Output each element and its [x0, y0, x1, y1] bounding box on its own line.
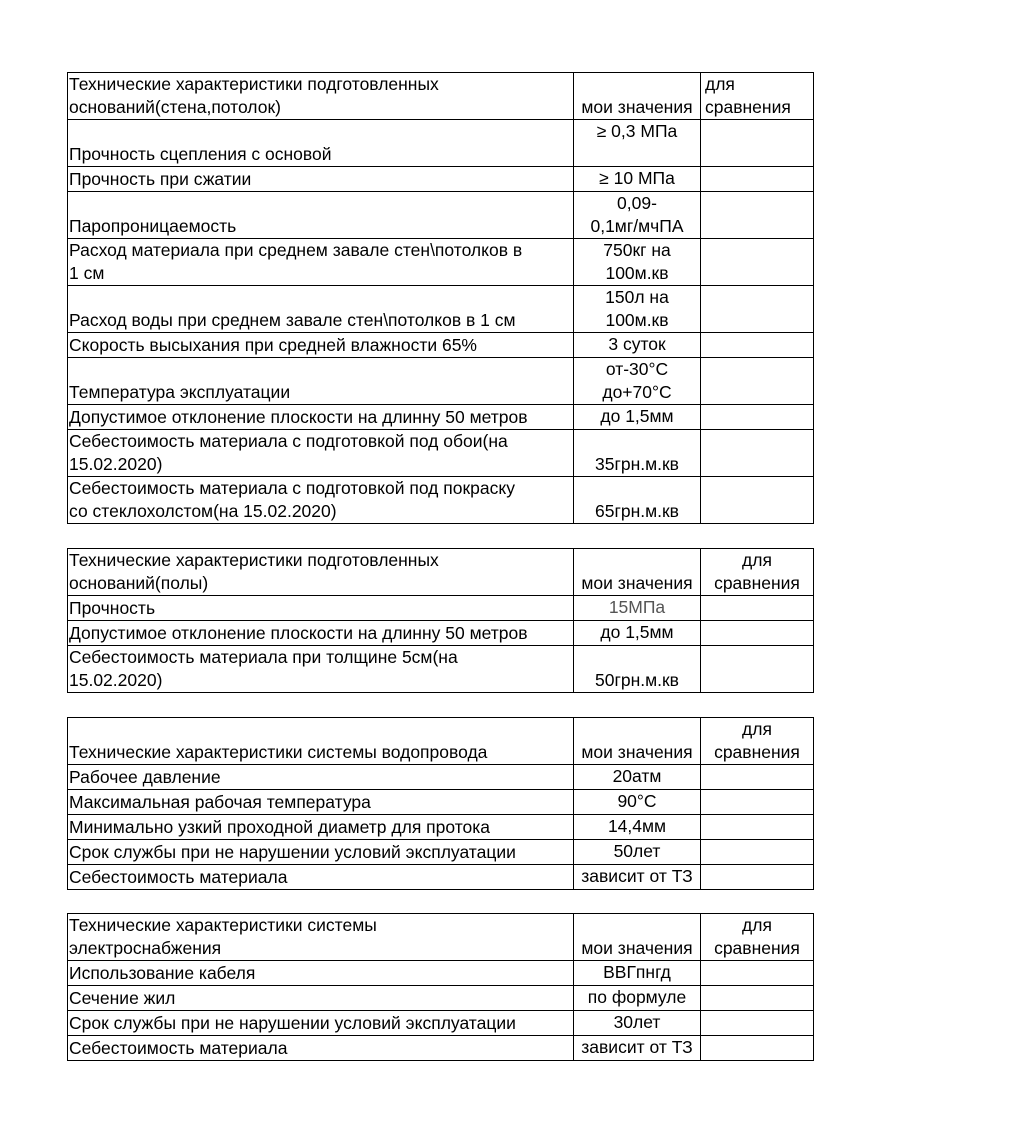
table-row	[68, 286, 814, 333]
row-label: Допустимое отклонение плоскости на длинну 50 метров	[68, 405, 574, 430]
row-value: 3 суток	[574, 333, 701, 358]
row-label: Скорость высыхания при средней влажности 65%	[68, 333, 574, 358]
row-label: Минимально узкий проходной диаметр для протока	[68, 815, 574, 840]
row-compare	[701, 430, 814, 477]
table-header-row	[68, 718, 814, 765]
row-label: Прочность	[68, 596, 574, 621]
table-title: Технические характеристики подготовленных оснований(стена,потолок)	[68, 73, 574, 120]
row-label: Допустимое отклонение плоскости на длинну 50 метров	[68, 621, 574, 646]
row-value: 35грн.м.кв	[574, 430, 701, 477]
row-value: ≥ 10 МПа	[574, 167, 701, 192]
row-label: Температура эксплуатации	[68, 358, 574, 405]
row-label: Прочность сцепления с основой	[68, 120, 574, 167]
row-compare	[701, 405, 814, 430]
table-row	[68, 961, 814, 986]
row-compare	[701, 646, 814, 693]
table-row	[68, 986, 814, 1011]
row-compare	[701, 333, 814, 358]
row-compare	[701, 790, 814, 815]
row-value: от-30°С до+70°С	[574, 358, 701, 405]
row-compare	[701, 477, 814, 524]
table-row	[68, 865, 814, 890]
table-title: Технические характеристики подготовленных оснований(полы)	[68, 549, 574, 596]
row-value: зависит от ТЗ	[574, 865, 701, 890]
row-value: 50грн.м.кв	[574, 646, 701, 693]
spec-table-walls-ceilings	[67, 72, 814, 524]
row-compare	[701, 596, 814, 621]
row-value: 0,09- 0,1мг/мчПА	[574, 192, 701, 239]
table-row	[68, 1036, 814, 1061]
table-row	[68, 1011, 814, 1036]
row-label: Паропроницаемость	[68, 192, 574, 239]
row-value: 20атм	[574, 765, 701, 790]
row-value: 150л на 100м.кв	[574, 286, 701, 333]
row-compare	[701, 765, 814, 790]
row-compare	[701, 961, 814, 986]
row-value: по формуле	[574, 986, 701, 1011]
row-label: Себестоимость материала при толщине 5см(на 15.02.2020)	[68, 646, 574, 693]
table-row	[68, 596, 814, 621]
row-label: Себестоимость материала	[68, 1036, 574, 1061]
row-label: Срок службы при не нарушении условий эксплуатации	[68, 1011, 574, 1036]
row-value: зависит от ТЗ	[574, 1036, 701, 1061]
table-row	[68, 477, 814, 524]
row-label: Себестоимость материала с подготовкой под покраску со стеклохолстом(на 15.02.2020)	[68, 477, 574, 524]
row-label: Себестоимость материала с подготовкой под обои(на 15.02.2020)	[68, 430, 574, 477]
col-header-mine: мои значения	[574, 718, 701, 765]
row-compare	[701, 120, 814, 167]
table-title: Технические характеристики системы электроснабжения	[68, 914, 574, 961]
row-value: 15МПа	[574, 596, 701, 621]
row-value: 750кг на 100м.кв	[574, 239, 701, 286]
table-row	[68, 815, 814, 840]
table-header-row	[68, 549, 814, 596]
row-label: Расход воды при среднем завале стен\потолков в 1 см	[68, 286, 574, 333]
col-header-mine: мои значения	[574, 914, 701, 961]
row-value: до 1,5мм	[574, 405, 701, 430]
row-compare	[701, 986, 814, 1011]
table-row	[68, 790, 814, 815]
row-label: Расход материала при среднем завале стен\потолков в 1 см	[68, 239, 574, 286]
table-header-row	[68, 914, 814, 961]
row-label: Прочность при сжатии	[68, 167, 574, 192]
table-row	[68, 167, 814, 192]
row-label: Использование кабеля	[68, 961, 574, 986]
row-value: до 1,5мм	[574, 621, 701, 646]
row-compare	[701, 1011, 814, 1036]
row-label: Сечение жил	[68, 986, 574, 1011]
table-title: Технические характеристики системы водопровода	[68, 718, 574, 765]
row-label: Максимальная рабочая температура	[68, 790, 574, 815]
row-compare	[701, 815, 814, 840]
table-row	[68, 120, 814, 167]
table-row	[68, 621, 814, 646]
row-compare	[701, 286, 814, 333]
col-header-mine: мои значения	[574, 549, 701, 596]
row-compare	[701, 167, 814, 192]
row-compare	[701, 192, 814, 239]
table-row	[68, 840, 814, 865]
col-header-compare: для сравнения	[701, 549, 814, 596]
col-header-compare: для сравнения	[701, 73, 814, 120]
spec-table-electrical	[67, 913, 814, 1061]
table-row	[68, 192, 814, 239]
row-compare	[701, 239, 814, 286]
row-value: ≥ 0,3 МПа	[574, 120, 701, 167]
row-value: 30лет	[574, 1011, 701, 1036]
table-row	[68, 358, 814, 405]
row-compare	[701, 865, 814, 890]
spec-table-water-supply	[67, 717, 814, 890]
spec-table-floors	[67, 548, 814, 693]
table-row	[68, 239, 814, 286]
table-row	[68, 646, 814, 693]
row-compare	[701, 358, 814, 405]
row-label: Рабочее давление	[68, 765, 574, 790]
table-row	[68, 333, 814, 358]
row-compare	[701, 1036, 814, 1061]
table-row	[68, 430, 814, 477]
row-value: ВВГпнгд	[574, 961, 701, 986]
col-header-compare: для сравнения	[701, 914, 814, 961]
row-compare	[701, 621, 814, 646]
col-header-mine: мои значения	[574, 73, 701, 120]
row-value: 14,4мм	[574, 815, 701, 840]
table-row	[68, 405, 814, 430]
row-value: 90°С	[574, 790, 701, 815]
row-label: Срок службы при не нарушении условий эксплуатации	[68, 840, 574, 865]
row-label: Себестоимость материала	[68, 865, 574, 890]
row-value: 50лет	[574, 840, 701, 865]
table-header-row	[68, 73, 814, 120]
col-header-compare: для сравнения	[701, 718, 814, 765]
table-row	[68, 765, 814, 790]
row-compare	[701, 840, 814, 865]
row-value: 65грн.м.кв	[574, 477, 701, 524]
